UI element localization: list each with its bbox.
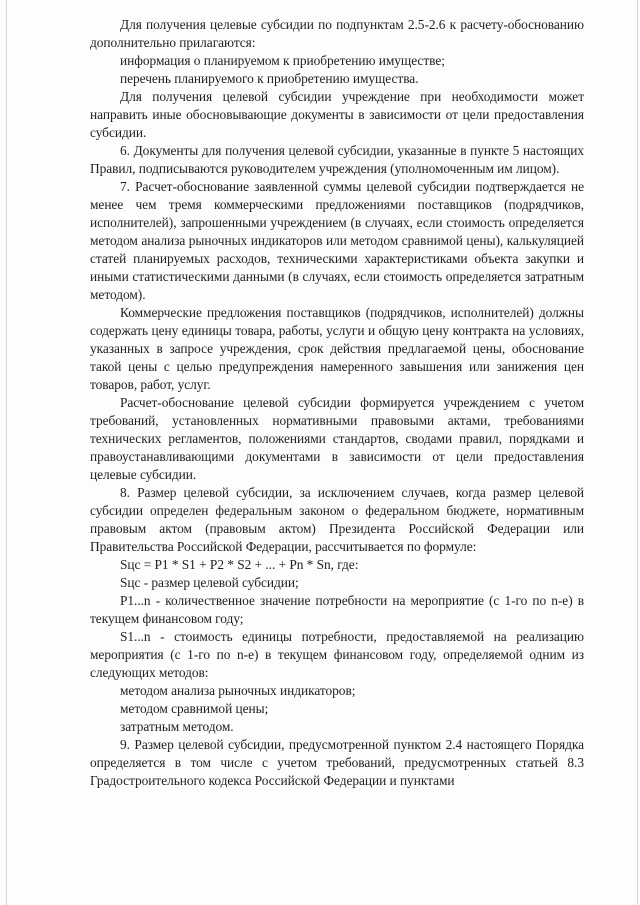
document-body — [90, 16, 584, 790]
paragraph-item-8: 8. Размер целевой субсидии, за исключением случаев, когда размер целевой субсидии определен федеральным законом о федеральном бюджете, нормативным правовым актом (правовым актом) Президента Российской Федерации или Правительства Российской Федерации, рассчитывается по формуле: — [90, 485, 584, 554]
paragraph-other-documents: Для получения целевой субсидии учреждение при необходимости может направить иные обосновывающие документы в зависимости от цели предоставления субсидии. — [90, 89, 584, 140]
paragraph-attachments-intro: Для получения целевые субсидии по подпунктам 2.5-2.6 к расчету-обоснованию дополнительно прилагаются: — [90, 17, 584, 50]
scan-right-edge — [637, 0, 638, 905]
list-item-property-list: перечень планируемого к приобретению имущества. — [120, 71, 419, 86]
formula: Sцс = P1 * S1 + P2 * S2 + ... + Pn * Sn, где: — [120, 557, 359, 572]
paragraph-calculation-basis: Расчет-обоснование целевой субсидии формируется учреждением с учетом требований, установленных нормативными правовыми актами, требованиями технических регламентов, положениями стандартов, сводами правил, порядками и правоустанавливающими документами в зависимости от цели предоставления целевые субсидии. — [90, 395, 584, 482]
list-item-method-cost: затратным методом. — [120, 719, 234, 734]
formula-term-scs: Sцс - размер целевой субсидии; — [120, 575, 299, 590]
list-item-method-market: методом анализа рыночных индикаторов; — [120, 683, 356, 698]
scan-left-edge — [6, 0, 7, 905]
paragraph-item-7: 7. Расчет-обоснование заявленной суммы целевой субсидии подтверждается не менее чем тремя коммерческими предложениями поставщиков (подрядчиков, исполнителей), запрошенными учреждением (в случаях, если стоимость определяется методом анализа рыночных индикаторов или методом сравнимой цены), калькуляцией статей планируемых расходов, техническими характеристиками объекта закупки и иными статистическими данными (в случаях, если стоимость определяется затратным методом). — [90, 179, 584, 302]
list-item-method-comparable: методом сравнимой цены; — [120, 701, 269, 716]
list-item-property-info: информация о планируемом к приобретению имуществе; — [120, 53, 445, 68]
formula-term-s: S1...n - стоимость единицы потребности, предоставляемой на реализацию мероприятия (с 1-го по n-е) в текущем финансовом году, определяемой одним из следующих методов: — [90, 629, 584, 680]
paragraph-item-6: 6. Документы для получения целевой субсидии, указанные в пункте 5 настоящих Правил, подписываются руководителем учреждения (уполномоченным им лицом). — [90, 143, 584, 176]
paragraph-item-9: 9. Размер целевой субсидии, предусмотренной пунктом 2.4 настоящего Порядка определяется в том числе с учетом требований, предусмотренных статьей 8.3 Градостроительного кодекса Российской Федерации и пунктами — [90, 737, 584, 788]
formula-term-p: P1...n - количественное значение потребности на мероприятие (с 1-го по n-е) в текущем финансовом году; — [90, 593, 584, 626]
paragraph-commercial-offers: Коммерческие предложения поставщиков (подрядчиков, исполнителей) должны содержать цену единицы товара, работы, услуги и общую цену контракта на условиях, указанных в запросе учреждения, срок действия предлагаемой цены, обоснование такой цены с целью предупреждения намеренного завышения или занижения цен товаров, работ, услуг. — [90, 305, 584, 392]
